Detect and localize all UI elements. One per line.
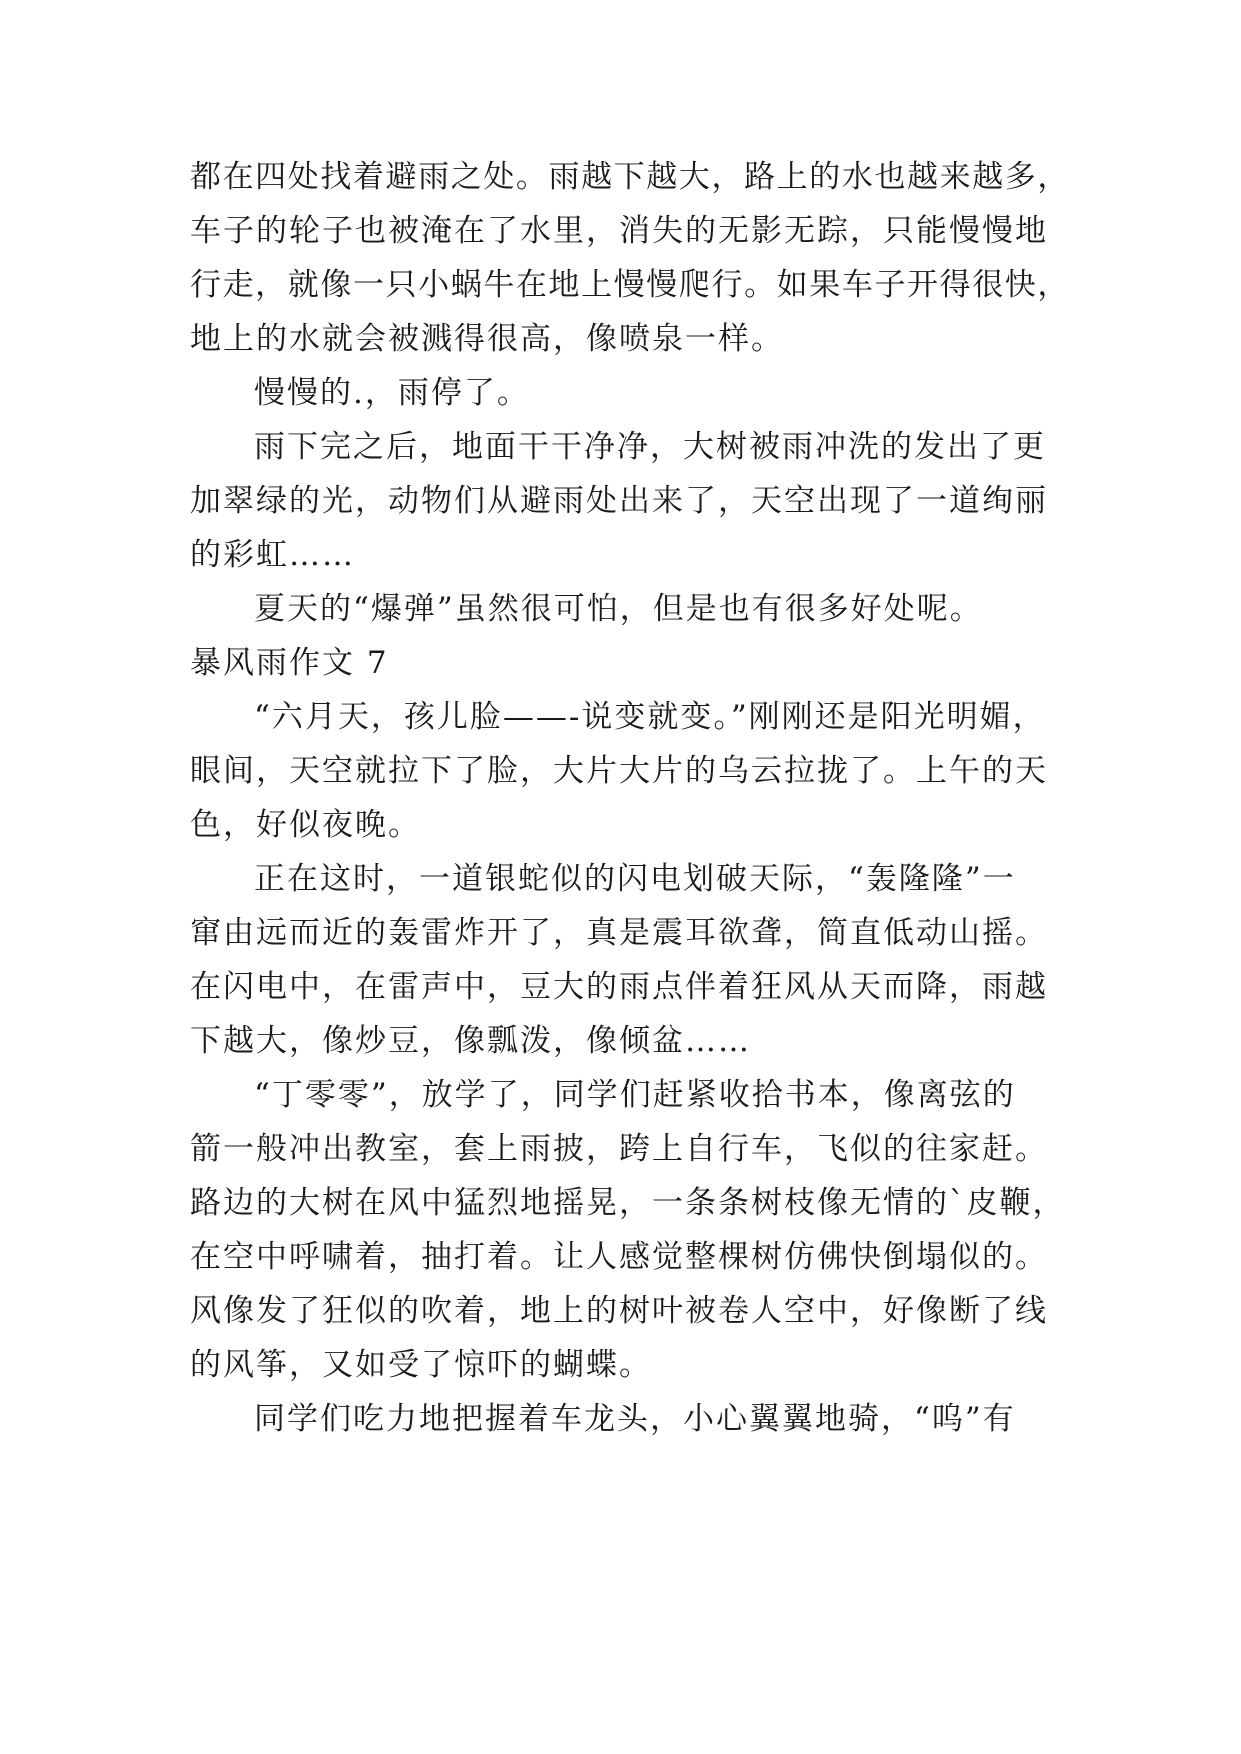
text-line: 在空中呼啸着，抽打着。让人感觉整棵树仿佛快倒塌似的。 — [190, 1239, 1048, 1275]
text-line: 车子的轮子也被淹在了水里，消失的无影无踪，只能慢慢地 — [190, 213, 1048, 249]
text-line: 路边的大树在风中猛烈地摇晃，一条条树枝像无情的`皮鞭， — [190, 1185, 1066, 1221]
text-line: 都在四处找着避雨之处。雨越下越大，路上的水也越来越多， — [190, 159, 1070, 195]
text-line: “六月天，孩儿脸——-说变就变。”刚刚还是阳光明媚， — [254, 699, 1046, 735]
text-line: 正在这时，一道银蛇似的闪电划破天际，“轰隆隆”一 — [254, 861, 1016, 897]
text-line: 地上的水就会被溅得很高，像喷泉一样。 — [190, 321, 784, 357]
text-line: “丁零零”，放学了，同学们赶紧收拾书本，像离弦的 — [254, 1077, 1016, 1113]
text-line: 加翠绿的光，动物们从避雨处出来了，天空出现了一道绚丽 — [190, 483, 1048, 519]
text-line: 夏天的“爆弹”虽然很可怕，但是也有很多好处呢。 — [254, 591, 983, 627]
text-line: 在闪电中，在雷声中，豆大的雨点伴着狂风从天而降，雨越 — [190, 969, 1048, 1005]
text-line: 的风筝，又如受了惊吓的蝴蝶。 — [190, 1347, 652, 1383]
text-line: 慢慢的.，雨停了。 — [254, 375, 530, 411]
text-line: 窜由远而近的轰雷炸开了，真是震耳欲聋，简直低动山摇。 — [190, 915, 1048, 951]
text-line: 风像发了狂似的吹着，地上的树叶被卷人空中，好像断了线 — [190, 1293, 1048, 1329]
text-line: 箭一般冲出教室，套上雨披，跨上自行车，飞似的往家赶。 — [190, 1131, 1048, 1167]
section-heading: 暴风雨作文 7 — [190, 645, 389, 681]
text-line: 眼间，天空就拉下了脸，大片大片的乌云拉拢了。上午的天 — [190, 753, 1048, 789]
text-line: 同学们吃力地把握着车龙头，小心翼翼地骑，“呜”有 — [254, 1401, 1016, 1437]
text-line: 下越大，像炒豆，像瓢泼，像倾盆…… — [190, 1023, 751, 1059]
text-line: 色，好似夜晚。 — [190, 807, 421, 843]
text-line: 行走，就像一只小蜗牛在地上慢慢爬行。如果车子开得很快， — [190, 267, 1070, 303]
document-body — [190, 150, 1070, 1446]
text-line: 雨下完之后，地面干干净净，大树被雨冲洗的发出了更 — [254, 429, 1046, 465]
text-line: 的彩虹…… — [190, 537, 355, 573]
